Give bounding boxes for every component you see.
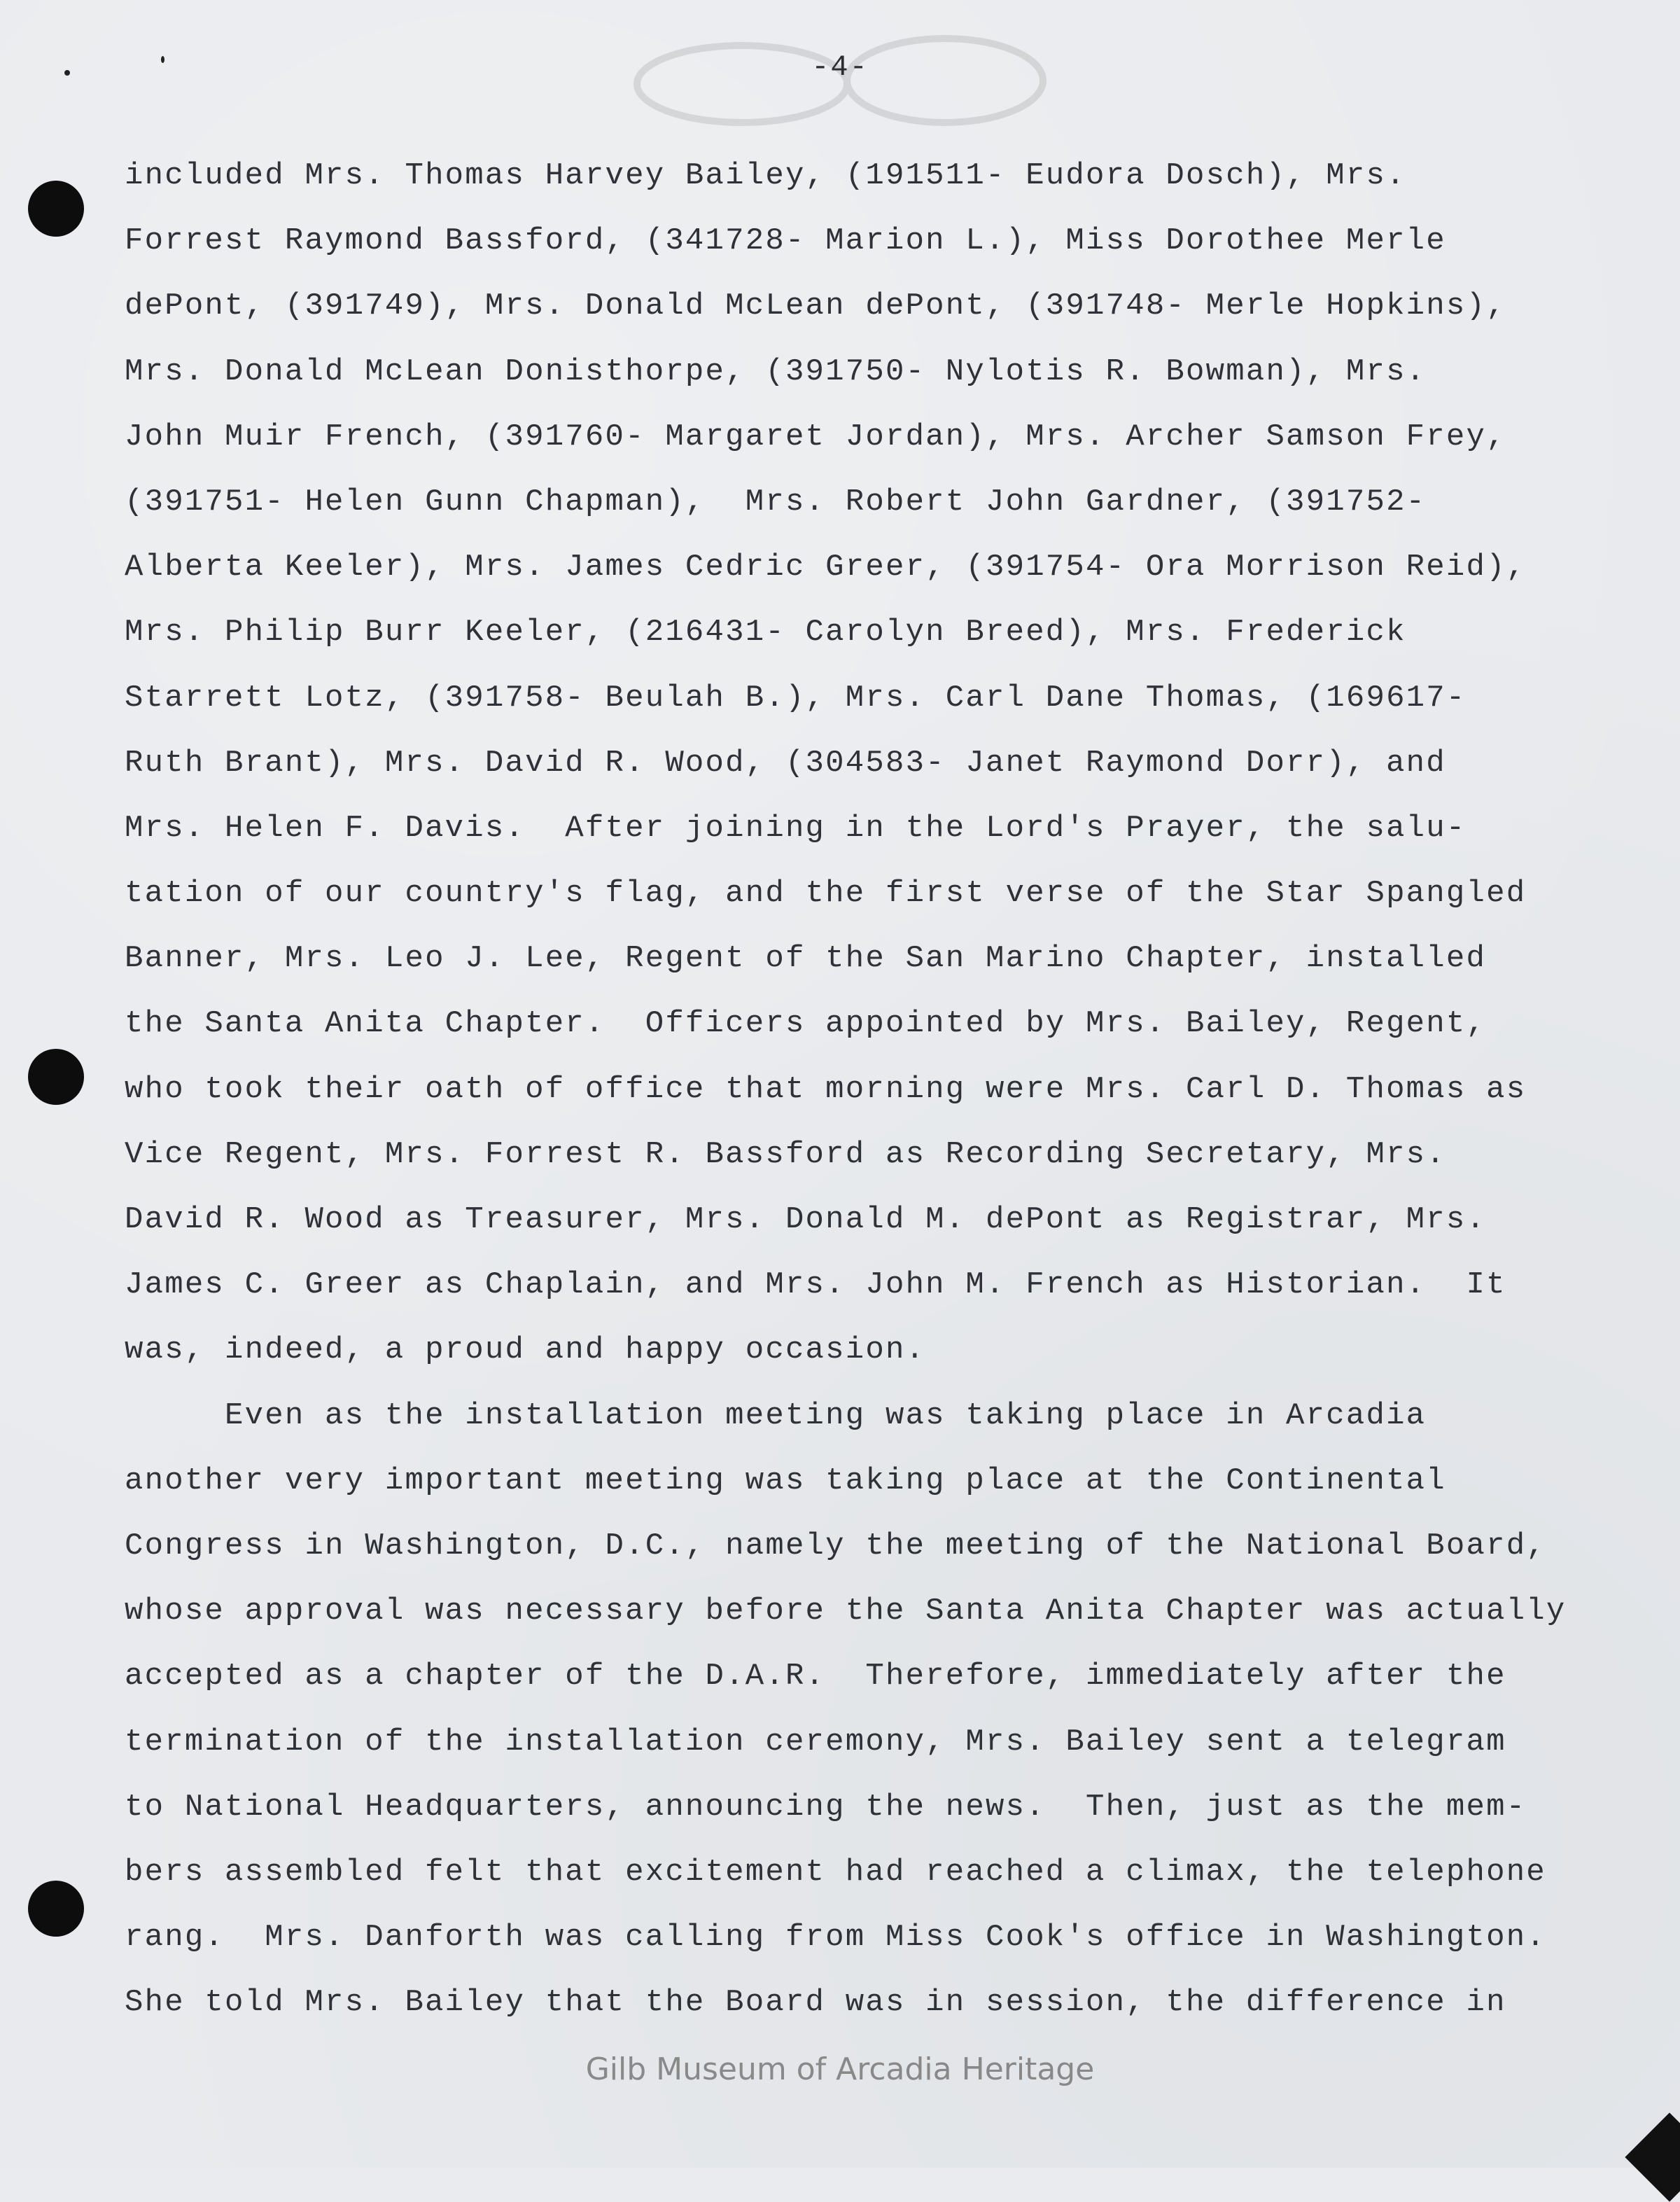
text-line: Ruth Brant), Mrs. David R. Wood, (304583- Janet Raymond Dorr), and: [125, 745, 1446, 781]
text-line: John Muir French, (391760- Margaret Jordan), Mrs. Archer Samson Frey,: [125, 419, 1506, 454]
text-line: She told Mrs. Bailey that the Board was in session, the difference in: [125, 1985, 1506, 2021]
text-line: dePont, (391749), Mrs. Donald McLean dePont, (391748- Merle Hopkins),: [125, 288, 1506, 324]
text-line: tation of our country's flag, and the first verse of the Star Spangled: [125, 876, 1527, 912]
text-line: another very important meeting was taking place at the Continental: [125, 1463, 1446, 1498]
punch-hole: [28, 1881, 84, 1937]
typed-text-body: [125, 144, 1567, 2035]
text-line: was, indeed, a proud and happy occasion.: [125, 1332, 926, 1368]
text-line: David R. Wood as Treasurer, Mrs. Donald M. dePont as Registrar, Mrs.: [125, 1202, 1487, 1237]
text-line: who took their oath of office that morning were Mrs. Carl D. Thomas as: [125, 1071, 1527, 1107]
text-line: (391751- Helen Gunn Chapman), Mrs. Robert John Gardner, (391752-: [125, 484, 1427, 520]
text-line: Starrett Lotz, (391758- Beulah B.), Mrs. Carl Dane Thomas, (169617-: [125, 680, 1466, 716]
text-line: included Mrs. Thomas Harvey Bailey, (191511- Eudora Dosch), Mrs.: [125, 158, 1406, 193]
punch-hole: [28, 1049, 84, 1105]
text-line: Vice Regent, Mrs. Forrest R. Bassford as Recording Secretary, Mrs.: [125, 1136, 1446, 1172]
text-line: termination of the installation ceremony, Mrs. Bailey sent a telegram: [125, 1724, 1506, 1759]
text-line: Congress in Washington, D.C., namely the meeting of the National Board,: [125, 1528, 1546, 1563]
text-line: Banner, Mrs. Leo J. Lee, Regent of the San Marino Chapter, installed: [125, 941, 1487, 977]
text-line: to National Headquarters, announcing the news. Then, just as the mem-: [125, 1789, 1527, 1825]
text-line: rang. Mrs. Danforth was calling from Miss Cook's office in Washington.: [125, 1920, 1546, 1956]
text-line: whose approval was necessary before the Santa Anita Chapter was actually: [125, 1594, 1567, 1629]
text-line: Alberta Keeler), Mrs. James Cedric Greer, (391754- Ora Morrison Reid),: [125, 550, 1527, 585]
text-line: Mrs. Philip Burr Keeler, (216431- Carolyn Breed), Mrs. Frederick: [125, 615, 1406, 650]
text-line: accepted as a chapter of the D.A.R. Therefore, immediately after the: [125, 1659, 1506, 1694]
text-line: Even as the installation meeting was taking place in Arcadia: [125, 1398, 1427, 1433]
text-line: James C. Greer as Chaplain, and Mrs. John M. French as Historian. It: [125, 1267, 1506, 1303]
punch-hole: [28, 181, 84, 237]
text-line: Mrs. Helen F. Davis. After joining in the Lord's Prayer, the salu-: [125, 810, 1466, 846]
text-line: Forrest Raymond Bassford, (341728- Marion L.), Miss Dorothee Merle: [125, 223, 1446, 259]
text-line: the Santa Anita Chapter. Officers appointed by Mrs. Bailey, Regent,: [125, 1006, 1487, 1042]
text-line: Mrs. Donald McLean Donisthorpe, (391750- Nylotis R. Bowman), Mrs.: [125, 354, 1427, 389]
page-number: -4-: [811, 50, 869, 84]
faded-stamp-mark: [616, 28, 1064, 140]
text-line: bers assembled felt that excitement had reached a climax, the telephone: [125, 1854, 1546, 1890]
museum-watermark: Gilb Museum of Arcadia Heritage: [585, 2051, 1095, 2087]
page-corner-mark: [1625, 2112, 1680, 2201]
